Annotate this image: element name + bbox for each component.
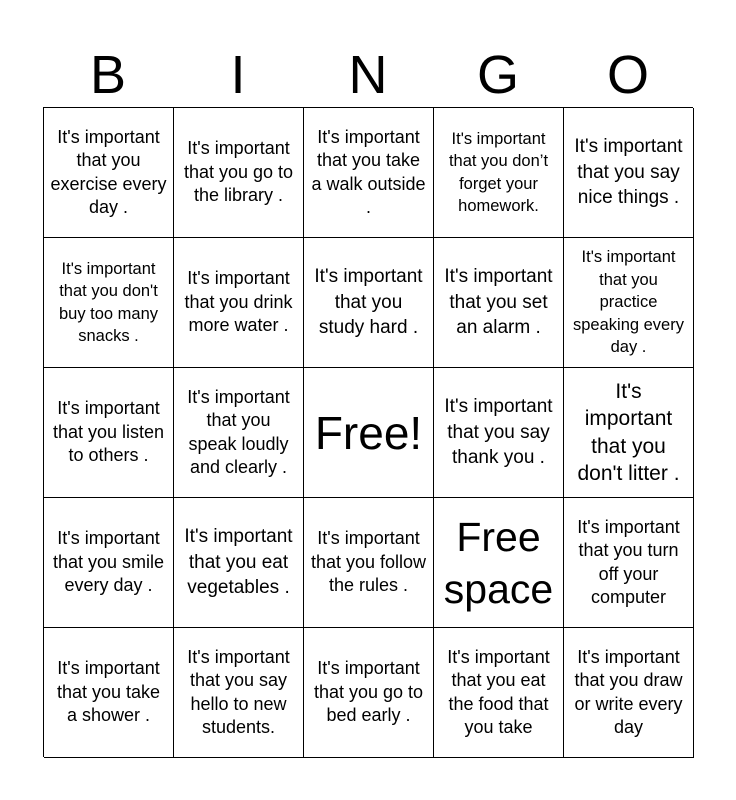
free-cell-text: Free space	[443, 513, 554, 612]
bingo-cell-r2-c5[interactable]	[564, 238, 694, 368]
bingo-cell-r1-c3[interactable]	[304, 108, 434, 238]
cell-text: It's important that you say thank you .	[444, 396, 553, 469]
bingo-cell-free-space[interactable]	[434, 498, 564, 628]
bingo-cell-r1-c4[interactable]	[434, 108, 564, 238]
cell-text: It's important that you listen to others .	[52, 398, 165, 466]
bingo-cell-r1-c1[interactable]	[44, 108, 174, 238]
header-letter-o: O	[606, 45, 649, 105]
bingo-cell-r5-c1[interactable]	[44, 628, 174, 758]
cell-text: It's important that you practice speaking every day .	[573, 248, 684, 357]
cell-text: It's important that you go to bed early .	[313, 658, 424, 726]
cell-text: It's important that you take a shower .	[56, 658, 161, 726]
cell-text: It's important that you eat vegetables .	[184, 526, 293, 599]
bingo-cell-r4-c2[interactable]	[174, 498, 304, 628]
cell-text: It's important that you turn off your computer	[577, 516, 680, 607]
bingo-cell-r2-c4[interactable]	[434, 238, 564, 368]
cell-text: It's important that you speak loudly and clearly .	[187, 386, 290, 477]
cell-text: It's important that you draw or write every day	[574, 646, 683, 737]
bingo-cell-r2-c1[interactable]	[44, 238, 174, 368]
bingo-cell-r4-c3[interactable]	[304, 498, 434, 628]
header-letter-n: N	[348, 45, 388, 105]
cell-text: It's important that you drink more water .	[184, 268, 293, 336]
bingo-cell-r5-c4[interactable]	[434, 628, 564, 758]
cell-text: It's important that you study hard .	[314, 266, 423, 339]
cell-text: It's important that you say nice things .	[574, 136, 683, 209]
bingo-cell-r2-c3[interactable]	[304, 238, 434, 368]
bingo-cell-r3-c4[interactable]	[434, 368, 564, 498]
cell-text: It's important that you go to the library .	[183, 138, 294, 206]
cell-text: It's important that you smile every day .	[52, 528, 165, 596]
bingo-cell-r4-c5[interactable]	[564, 498, 694, 628]
header-letter-g: G	[476, 45, 519, 105]
bingo-header	[43, 42, 693, 108]
bingo-cell-r5-c5[interactable]	[564, 628, 694, 758]
header-letter-b: B	[89, 45, 127, 105]
bingo-cell-r2-c2[interactable]	[174, 238, 304, 368]
cell-text: It's important that you take a walk outside .	[311, 126, 426, 217]
cell-text: It's important that you eat the food that you take	[447, 646, 550, 737]
cell-text: It's important that you say hello to new students.	[187, 646, 290, 737]
bingo-board	[43, 107, 693, 757]
cell-text: It's important that you exercise every day .	[50, 126, 167, 217]
cell-text: It's important that you don't buy too many snacks .	[58, 259, 159, 345]
cell-text: It's important that you follow the rules .	[310, 528, 427, 596]
bingo-cell-r5-c3[interactable]	[304, 628, 434, 758]
bingo-cell-r3-c2[interactable]	[174, 368, 304, 498]
bingo-cell-r1-c5[interactable]	[564, 108, 694, 238]
cell-text: It's important that you set an alarm .	[444, 266, 553, 339]
header-letter-i: I	[230, 45, 246, 105]
cell-text: It's important that you don't litter .	[577, 379, 680, 485]
bingo-cell-r4-c1[interactable]	[44, 498, 174, 628]
free-cell-text: Free!	[314, 406, 423, 459]
bingo-cell-r1-c2[interactable]	[174, 108, 304, 238]
bingo-cell-free-center[interactable]	[304, 368, 434, 498]
bingo-cell-r3-c1[interactable]	[44, 368, 174, 498]
cell-text: It's important that you don’t forget your homework.	[448, 129, 549, 215]
bingo-cell-r3-c5[interactable]	[564, 368, 694, 498]
bingo-cell-r5-c2[interactable]	[174, 628, 304, 758]
